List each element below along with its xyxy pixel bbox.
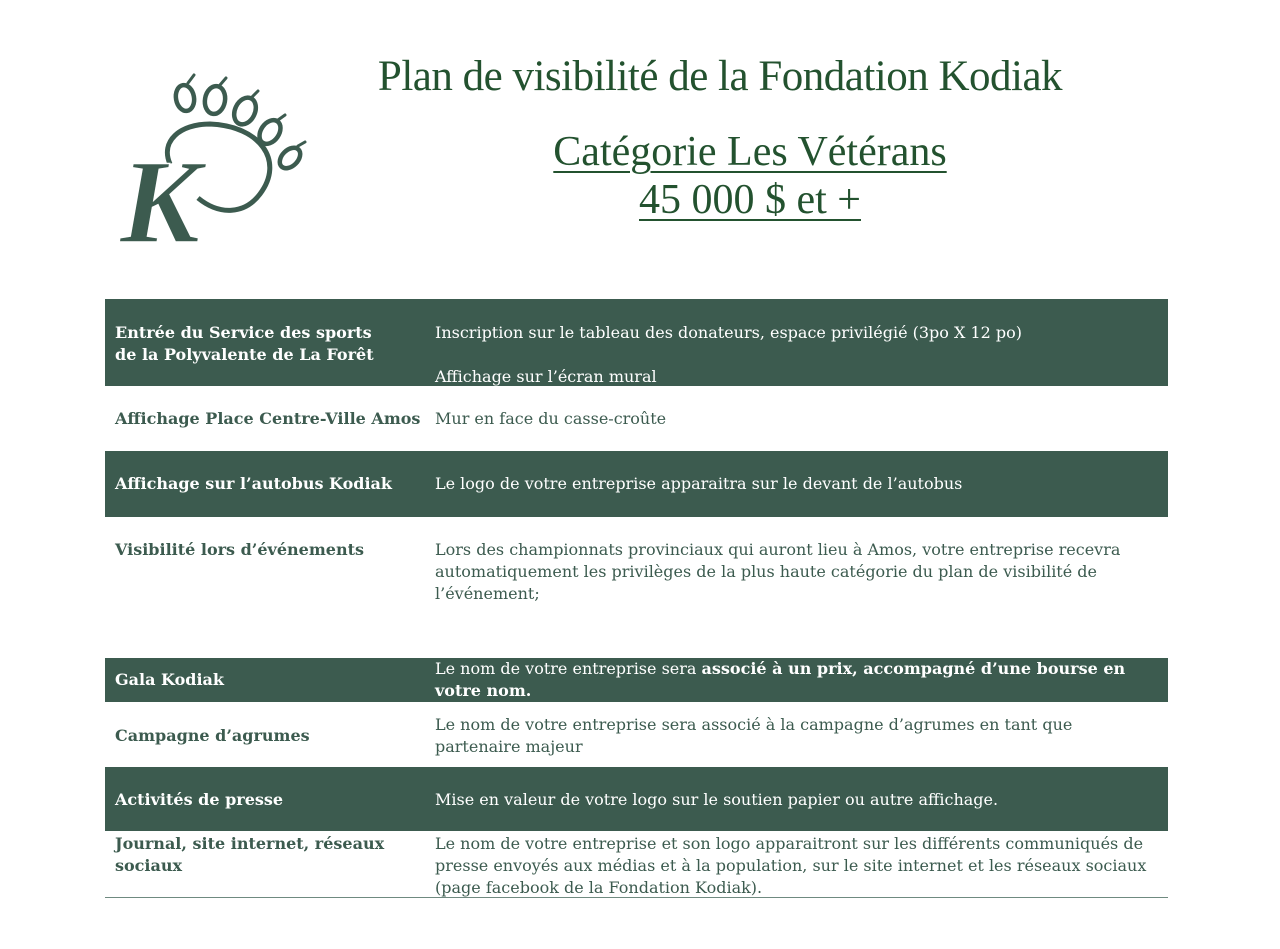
table-row	[105, 299, 1168, 386]
row-label: Journal, site internet, réseaux sociaux	[115, 834, 385, 875]
table-row	[105, 831, 1168, 897]
row-label: Activités de presse	[115, 790, 284, 809]
row-label: Gala Kodiak	[115, 670, 224, 689]
row-description	[435, 299, 1168, 386]
logo-letter: K	[120, 135, 201, 252]
category-heading	[390, 128, 1110, 224]
row-description: Mise en valeur de votre logo sur le soutien papier ou autre affichage.	[435, 790, 999, 809]
row-description	[435, 658, 1168, 702]
row-description-bold: associé à un prix, accompagné d’une bourse en votre nom.	[435, 659, 1126, 700]
row-description-line: Inscription sur le tableau des donateurs, espace privilégié (3po X 12 po)	[435, 323, 1023, 342]
visibility-table	[105, 299, 1168, 898]
row-description-line: Affichage sur l’écran mural	[435, 367, 657, 386]
row-label: Entrée du Service des sports de la Polyvalente de La Forêt	[115, 323, 374, 364]
table-row	[105, 767, 1168, 831]
row-description: Le nom de votre entreprise et son logo apparaitront sur les différents communiqués de presse envoyés aux médias et à la population, sur le site internet et les réseaux sociaux (page facebook de la Fondation Kodiak).	[435, 834, 1147, 897]
row-label: Affichage sur l’autobus Kodiak	[115, 474, 392, 493]
table-row	[105, 702, 1168, 767]
row-label: Affichage Place Centre-Ville Amos	[115, 409, 421, 428]
row-description: Le logo de votre entreprise apparaitra sur le devant de l’autobus	[435, 474, 963, 493]
row-description: Mur en face du casse-croûte	[435, 409, 667, 428]
row-label: Visibilité lors d’événements	[115, 540, 364, 559]
table-row	[105, 451, 1168, 517]
row-description: Lors des championnats provinciaux qui auront lieu à Amos, votre entreprise recevra automatiquement les privilèges de la plus haute catégorie du plan de visibilité de l’événement;	[435, 540, 1121, 603]
table-row	[105, 386, 1168, 451]
kodiak-logo	[110, 66, 316, 252]
table-row	[105, 517, 1168, 658]
row-description-text: Le nom de votre entreprise sera	[435, 659, 702, 678]
table-row	[105, 658, 1168, 702]
row-label: Campagne d’agrumes	[115, 726, 310, 745]
row-description: Le nom de votre entreprise sera associé à la campagne d’agrumes en tant que partenaire majeur	[435, 715, 1073, 756]
category-name: Catégorie Les Vétérans	[553, 129, 947, 175]
category-amount: 45 000 $ et +	[639, 177, 861, 223]
page-title: Plan de visibilité de la Fondation Kodiak	[377, 53, 1063, 100]
